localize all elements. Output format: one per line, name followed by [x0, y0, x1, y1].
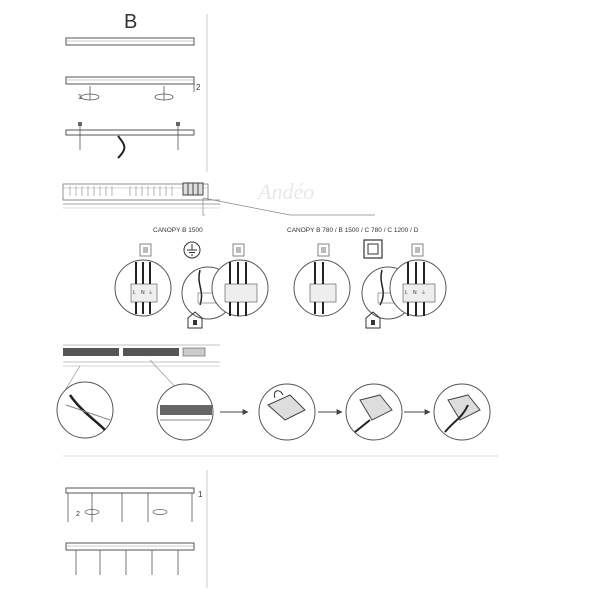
detail-circle-5 — [434, 384, 490, 440]
watermark: Andéo — [258, 179, 315, 204]
terminal-ground-2: ⏚ — [421, 290, 427, 296]
terminal-l-1: L — [133, 290, 136, 296]
canopy-bar-3 — [66, 122, 194, 158]
bottom-bar-1 — [66, 488, 194, 522]
canopy-bar-2 — [66, 77, 194, 100]
step-number-2: 2 — [196, 83, 201, 92]
plug-icon-left — [140, 244, 151, 256]
wiring-detail-4 — [294, 260, 350, 316]
step-letter: B — [124, 11, 138, 33]
step-number-1: 1 — [78, 94, 82, 101]
terminal-n-2: N — [413, 290, 417, 296]
bottom-step-number-2: 2 — [76, 511, 80, 518]
wiring-detail-1 — [115, 260, 171, 316]
wiring-detail-6 — [390, 260, 446, 316]
canopy-label-right: CANOPY B 780 / B 1500 / C 780 / C 1200 / D — [287, 227, 419, 234]
ground-symbol-icon — [184, 242, 200, 258]
plug-icon-right — [318, 244, 329, 256]
canopy-long-bar — [63, 183, 220, 208]
canopy-label-left: CANOPY B 1500 — [153, 227, 203, 234]
plug-icon-center — [233, 244, 244, 256]
bottom-bar-2 — [66, 543, 194, 575]
double-insulation-icon — [364, 240, 382, 258]
terminal-ground-1: ⏚ — [148, 290, 154, 296]
detail-circle-2 — [157, 384, 213, 440]
wiring-detail-3 — [212, 260, 268, 316]
detail-circle-3 — [259, 384, 315, 440]
bottom-step-number-1: 1 — [198, 490, 203, 499]
terminal-l-2: L — [405, 290, 408, 296]
canopy-bar-1 — [66, 38, 194, 45]
detail-circle-1 — [57, 382, 113, 438]
detail-circle-4 — [346, 384, 402, 440]
terminal-n-1: N — [141, 290, 145, 296]
plug-icon-far-right — [412, 244, 423, 256]
